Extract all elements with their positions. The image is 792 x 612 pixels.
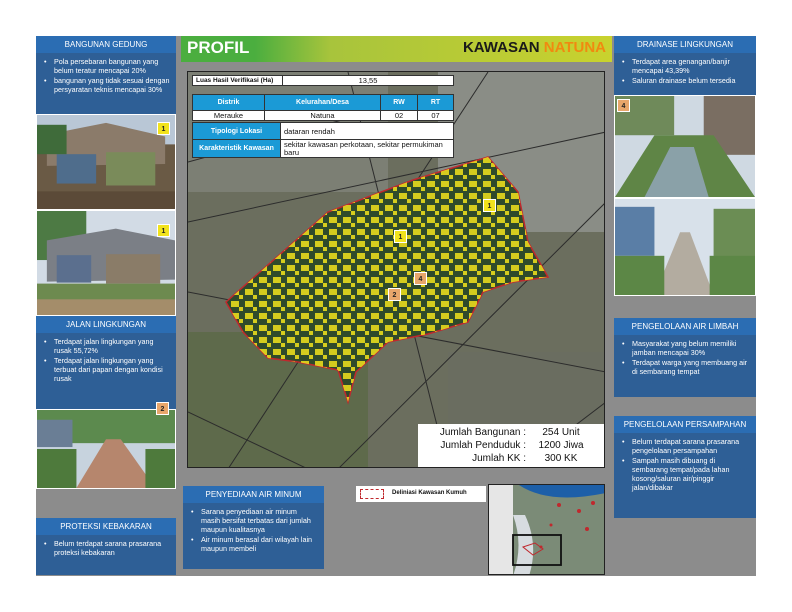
bangunan-item-1: • Pola persebaran bangunan yang belum teratur mencapai 20% xyxy=(44,57,170,75)
air-minum-header: PENYEDIAAN AIR MINUM xyxy=(183,486,324,503)
map-marker-1b: 1 xyxy=(394,230,407,243)
air-limbah-body xyxy=(614,335,756,397)
bangunan-gedung-header: BANGUNAN GEDUNG xyxy=(36,36,176,53)
air-minum-item-2: • Air minum berasal dari wilayah lain maupun membeli xyxy=(191,535,318,553)
header-rw: RW xyxy=(381,95,418,111)
photo-jalan xyxy=(36,409,176,489)
stat-kk-value: 300 KK xyxy=(544,453,578,464)
karakteristik-label: Karakteristik Kawasan xyxy=(193,140,281,158)
luas-label: Luas Hasil Verifikasi (Ha) xyxy=(193,76,283,86)
map-marker-1a: 1 xyxy=(483,199,496,212)
value-rw: 02 xyxy=(381,111,418,121)
drainase-header: DRAINASE LINGKUNGAN xyxy=(614,36,756,53)
jalan-item-1: • Terdapat jalan lingkungan yang rusak 55,72% xyxy=(44,337,170,355)
map-legend xyxy=(356,486,486,502)
tipologi-value: dataran rendah xyxy=(281,123,454,140)
stat-row xyxy=(422,452,600,465)
persampahan-item-1: • Belum terdapat sarana prasarana pengelolaan persampahan xyxy=(622,437,750,455)
title-kawasan-main: KAWASAN xyxy=(462,39,540,56)
jalan-item-2: • Terdapat jalan lingkungan yang terbuat dari papan dengan kondisi rusak xyxy=(44,356,170,383)
drainase-body xyxy=(614,53,756,95)
title-profil: PROFIL xyxy=(187,38,250,57)
jalan-lingkungan-header: JALAN LINGKUNGAN xyxy=(36,316,176,333)
stat-bangunan-value: 254 Unit xyxy=(542,427,580,438)
stats-box xyxy=(418,424,604,467)
tipologi-table xyxy=(192,122,454,158)
air-limbah-item-2: • Terdapat warga yang membuang air di sembarang tempat xyxy=(622,358,750,376)
photo-marker-jalan: 2 xyxy=(156,402,169,415)
value-kelurahan: Natuna xyxy=(265,111,381,121)
stat-row xyxy=(422,426,600,439)
air-minum-item-1: • Sarana penyediaan air minum masih bersifat terbatas dari jumlah maupun kualitasnya xyxy=(191,507,318,534)
karakteristik-value: sekitar kawasan perkotaan, sekitar permukiman baru xyxy=(281,140,454,158)
jalan-lingkungan-body xyxy=(36,333,176,409)
air-limbah-item-1: • Masyarakat yang belum memiliki jamban mencapai 30% xyxy=(622,339,750,357)
stat-penduduk-value: 1200 Jiwa xyxy=(538,440,584,451)
photo-bangunan-1 xyxy=(36,114,176,210)
stat-penduduk-label: Jumlah Penduduk : xyxy=(440,440,526,451)
value-rt: 07 xyxy=(418,111,454,121)
bangunan-gedung-body xyxy=(36,53,176,114)
persampahan-item-2: • Sampah masih dibuang di sembarang tempat/pada lahan kosong/saluran air/pinggir jalan/dibakar xyxy=(622,456,750,492)
inset-map xyxy=(488,484,605,575)
location-table xyxy=(192,94,454,121)
persampahan-header: PENGELOLAAN PERSAMPAHAN xyxy=(614,416,756,433)
info-table xyxy=(192,75,454,86)
drainase-item-1: • Terdapat area genangan/banjir mencapai 43,39% xyxy=(622,57,750,75)
map-marker-2: 2 xyxy=(388,288,401,301)
header-kelurahan: Kelurahan/Desa xyxy=(265,95,381,111)
header-distrik: Distrik xyxy=(193,95,265,111)
photo-bangunan-2 xyxy=(36,210,176,316)
air-minum-body xyxy=(183,503,324,569)
stat-bangunan-label: Jumlah Bangunan : xyxy=(439,427,526,438)
legend-label: Deliniasi Kawasan Kumuh xyxy=(392,490,467,496)
title-kawasan xyxy=(463,39,606,56)
value-distrik: Merauke xyxy=(193,111,265,121)
photo-marker-2: 1 xyxy=(157,224,170,237)
persampahan-body xyxy=(614,433,756,518)
proteksi-kebakaran-body xyxy=(36,535,176,575)
map-marker-4: 4 xyxy=(414,272,427,285)
stat-row xyxy=(422,439,600,452)
photo-drainase-2 xyxy=(614,198,756,296)
title-kawasan-highlight: NATUNA xyxy=(543,39,606,56)
luas-value: 13,55 xyxy=(283,76,454,86)
proteksi-item-1: • Belum terdapat sarana prasarana proteksi kebakaran xyxy=(44,539,170,557)
air-limbah-header: PENGELOLAAN AIR LIMBAH xyxy=(614,318,756,335)
drainase-item-2: • Saluran drainase belum tersedia xyxy=(622,76,750,85)
photo-marker-drainase: 4 xyxy=(617,99,630,112)
header-rt: RT xyxy=(418,95,454,111)
stat-kk-label: Jumlah KK : xyxy=(472,453,526,464)
photo-marker-1: 1 xyxy=(157,122,170,135)
title-bar xyxy=(181,36,612,62)
delineation-swatch xyxy=(360,489,384,499)
photo-drainase-1 xyxy=(614,95,756,198)
tipologi-label: Tipologi Lokasi xyxy=(193,123,281,140)
bangunan-item-2: • bangunan yang tidak sesuai dengan persyaratan teknis mencapai 30% xyxy=(44,76,170,94)
proteksi-kebakaran-header: PROTEKSI KEBAKARAN xyxy=(36,518,176,535)
